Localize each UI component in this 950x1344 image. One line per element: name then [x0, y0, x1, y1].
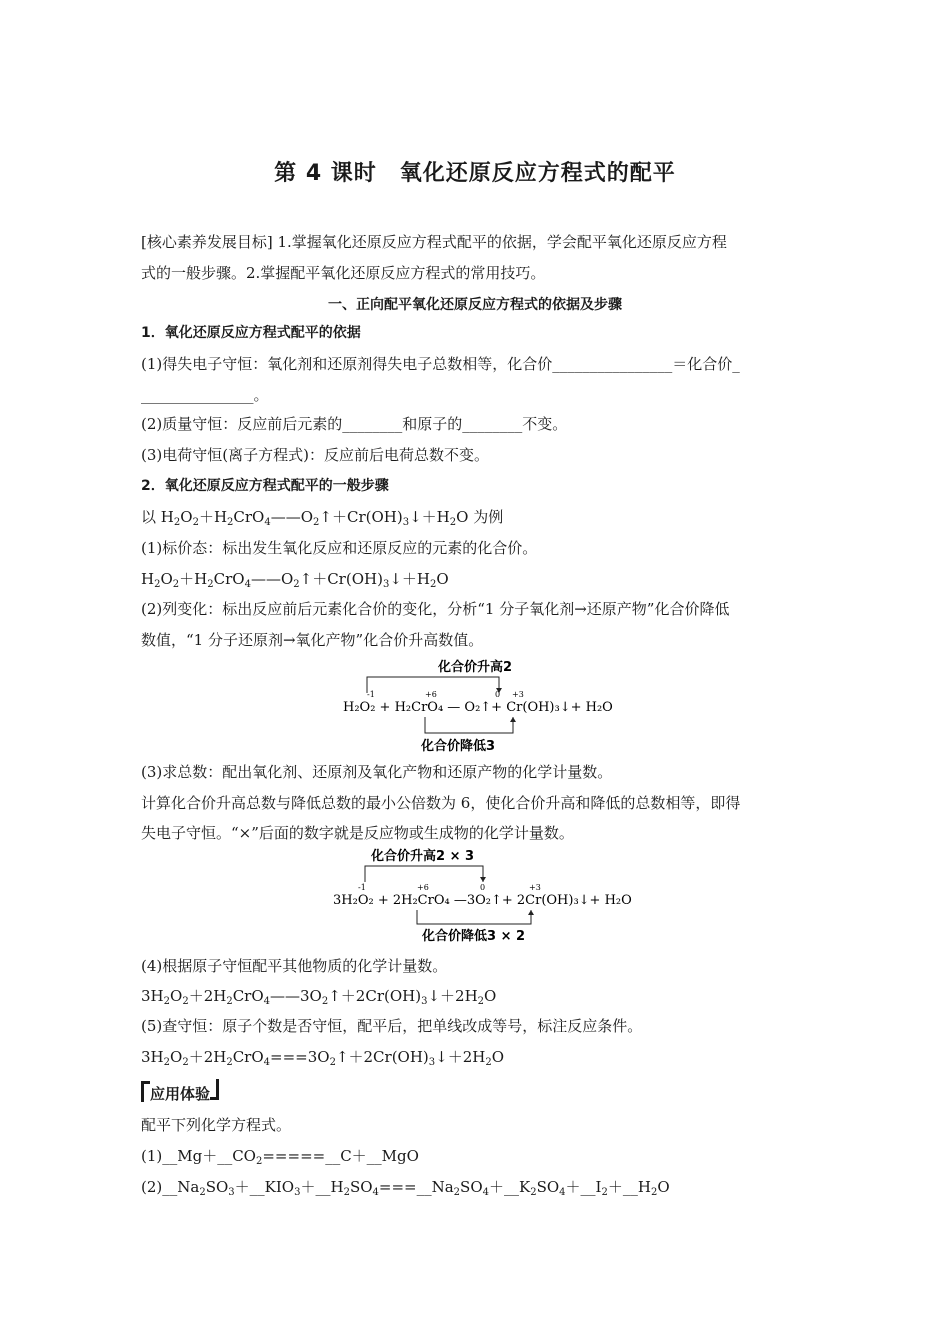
subscript: 2 — [172, 579, 180, 590]
step-4-equation — [141, 986, 811, 1006]
subscript: 2 — [182, 1057, 189, 1068]
subscript: 2 — [173, 517, 181, 528]
goals-line-2: 式的一般步骤。2.掌握配平氧化还原反应方程式的常用技巧。 — [141, 264, 546, 282]
step-3-b2: 失电子守恒。“×”后面的数字就是反应物或生成物的化学计量数。 — [141, 824, 574, 842]
valence2-o-minus1: -1 — [358, 883, 366, 892]
subscript: 2 — [453, 1187, 461, 1198]
subscript: 4 — [372, 1187, 379, 1198]
subscript: 4 — [263, 1057, 271, 1068]
balanced-equation-dash: $3H_2O_2+2H_2CrO_4——3O_2↑+2Cr(OH)_3↓+2H_2O$ — [141, 987, 497, 1007]
subscript: 2 — [226, 996, 233, 1007]
diagram2-bottom-label: 化合价降低3 × 2 — [422, 929, 526, 944]
subscript: 2 — [321, 996, 329, 1007]
step-4: (4)根据原子守恒配平其他物质的化学计量数。 — [141, 957, 448, 975]
goals-text-1: 1.掌握氧化还原反应方程式配平的依据，学会配平氧化还原反应方程 — [277, 233, 727, 251]
practice-q2 — [141, 1177, 811, 1197]
subscript: 2 — [293, 579, 300, 590]
diagram2-equation: 3H₂O₂ + 2H₂CrO₄ —3O₂↑+ 2Cr(OH)₃↓+ H₂O — [333, 893, 632, 908]
subscript: 2 — [530, 1187, 537, 1198]
subscript: 2 — [163, 1057, 170, 1068]
subscript: 4 — [244, 579, 251, 590]
valence2-o-zero: 0 — [480, 883, 486, 892]
skeleton-equation: $H_2O_2+H_2CrO_4——O_2↑+Cr(OH)_3↓+H_2O$ — [141, 570, 449, 590]
basis-heading: 1．氧化还原反应方程式配平的依据 — [141, 325, 361, 341]
subscript: 2 — [449, 517, 457, 528]
example-prefix: 以 — [141, 508, 161, 526]
subscript: 4 — [559, 1187, 566, 1198]
step-3-b1: 计算化合价升高总数与降低总数的最小公倍数为 6，使化合价升高和降低的总数相等，即得 — [141, 794, 741, 812]
practice-q2-equation: $(2)\_\_Na_2SO_3+\_\_KIO_3+\_\_H_2SO_4===\_\_Na_2SO_4+\_\_K_2SO_4+\_\_I_2+\_\_H_2O$ — [141, 1178, 670, 1198]
basis-item-1b: _______________。 — [141, 386, 269, 404]
valence2-cr-plus3: +3 — [529, 883, 541, 892]
practice-intro: 配平下列化学方程式。 — [141, 1116, 292, 1134]
basis-item-1a: (1)得失电子守恒：氧化剂和还原剂得失电子总数相等，化合价________________＝化合价_ — [141, 355, 740, 373]
valence-diagram-2 — [325, 844, 635, 944]
subscript: 2 — [343, 1187, 350, 1198]
subscript: 2 — [650, 1187, 658, 1198]
subscript: 2 — [429, 579, 437, 590]
subscript: 2 — [207, 579, 214, 590]
subscript: 2 — [226, 1057, 233, 1068]
step-3: (3)求总数：配出氧化剂、还原剂及氧化产物和还原产物的化学计量数。 — [141, 763, 613, 781]
diagram1-bottom-label: 化合价降低3 — [421, 739, 496, 754]
bracket-right-icon — [210, 1079, 219, 1100]
step-2b: 数值，“1 分子还原剂→氧化产物”化合价升高数值。 — [141, 631, 484, 649]
subscript: 3 — [382, 579, 390, 590]
bracket-left-icon — [141, 1081, 150, 1102]
valence-cr-plus6: +6 — [425, 690, 437, 699]
subscript: 2 — [329, 1057, 336, 1068]
valence-diagram-1 — [335, 655, 625, 755]
subscript: 2 — [154, 579, 161, 590]
subscript: 2 — [192, 517, 199, 528]
diagram2-top-label: 化合价升高2 × 3 — [371, 849, 475, 864]
diagram1-top-label: 化合价升高2 — [438, 660, 513, 675]
step-5-equation — [141, 1047, 811, 1067]
subscript: 4 — [482, 1187, 489, 1198]
subscript: 2 — [485, 1057, 492, 1068]
subscript: 2 — [199, 1187, 206, 1198]
subscript: 3 — [402, 517, 410, 528]
practice-tag-label: 应用体验 — [150, 1085, 211, 1103]
subscript: 4 — [263, 996, 271, 1007]
practice-tag — [141, 1079, 219, 1105]
step-2a: (2)列变化：标出反应前后元素化合价的变化，分析“1 分子氧化剂→还原产物”化合价降低 — [141, 600, 730, 618]
example-equation: $H_2O_2+H_2CrO_4——O_2↑+Cr(OH)_3↓+H_2O$ — [160, 508, 469, 528]
goals-label: [核心素养发展目标] — [141, 233, 273, 251]
goals-line-1 — [141, 232, 811, 252]
subscript: 4 — [264, 517, 271, 528]
subscript: 2 — [477, 996, 485, 1007]
step-5: (5)查守恒：原子个数是否守恒，配平后，把单线改成等号，标注反应条件。 — [141, 1017, 643, 1035]
valence-cr-plus3: +3 — [512, 690, 524, 699]
step-1: (1)标价态：标出发生氧化反应和还原反应的元素的化合价。 — [141, 539, 538, 557]
subscript: 3 — [428, 1057, 436, 1068]
subscript: 2 — [227, 517, 234, 528]
subscript: 2 — [601, 1187, 608, 1198]
practice-q1 — [141, 1146, 811, 1166]
basis-item-2: (2)质量守恒：反应前后元素的________和原子的________不变。 — [141, 415, 568, 433]
subscript: 2 — [313, 517, 320, 528]
step-1-equation — [141, 569, 811, 589]
balanced-equation-final: $3H_2O_2+2H_2CrO_4===3O_2↑+2Cr(OH)_3↓+2H_2O$ — [141, 1048, 505, 1068]
example-suffix: 为例 — [468, 508, 504, 526]
subscript: 3 — [294, 1187, 301, 1198]
steps-heading: 2．氧化还原反应方程式配平的一般步骤 — [141, 478, 389, 494]
subscript: 2 — [163, 996, 170, 1007]
valence-o-zero: 0 — [495, 690, 501, 699]
basis-item-3: (3)电荷守恒(离子方程式)：反应前后电荷总数不变。 — [141, 446, 489, 464]
practice-q1-equation: $(1)\_\_Mg+\_\_CO_2=====\_\_C+\_\_MgO$ — [141, 1147, 419, 1167]
diagram1-equation: H₂O₂ + H₂CrO₄ — O₂↑+ Cr(OH)₃↓+ H₂O — [343, 700, 613, 715]
page-title: 第 4 课时 氧化还原反应方程式的配平 — [274, 161, 676, 186]
subscript: 3 — [421, 996, 428, 1007]
valence-o-minus1: -1 — [367, 690, 375, 699]
valence2-cr-plus6: +6 — [417, 883, 429, 892]
subscript: 3 — [228, 1187, 235, 1198]
section-heading: 一、正向配平氧化还原反应方程式的依据及步骤 — [328, 297, 622, 313]
example-line — [141, 507, 811, 527]
subscript: 2 — [182, 996, 189, 1007]
subscript: 2 — [255, 1156, 263, 1167]
